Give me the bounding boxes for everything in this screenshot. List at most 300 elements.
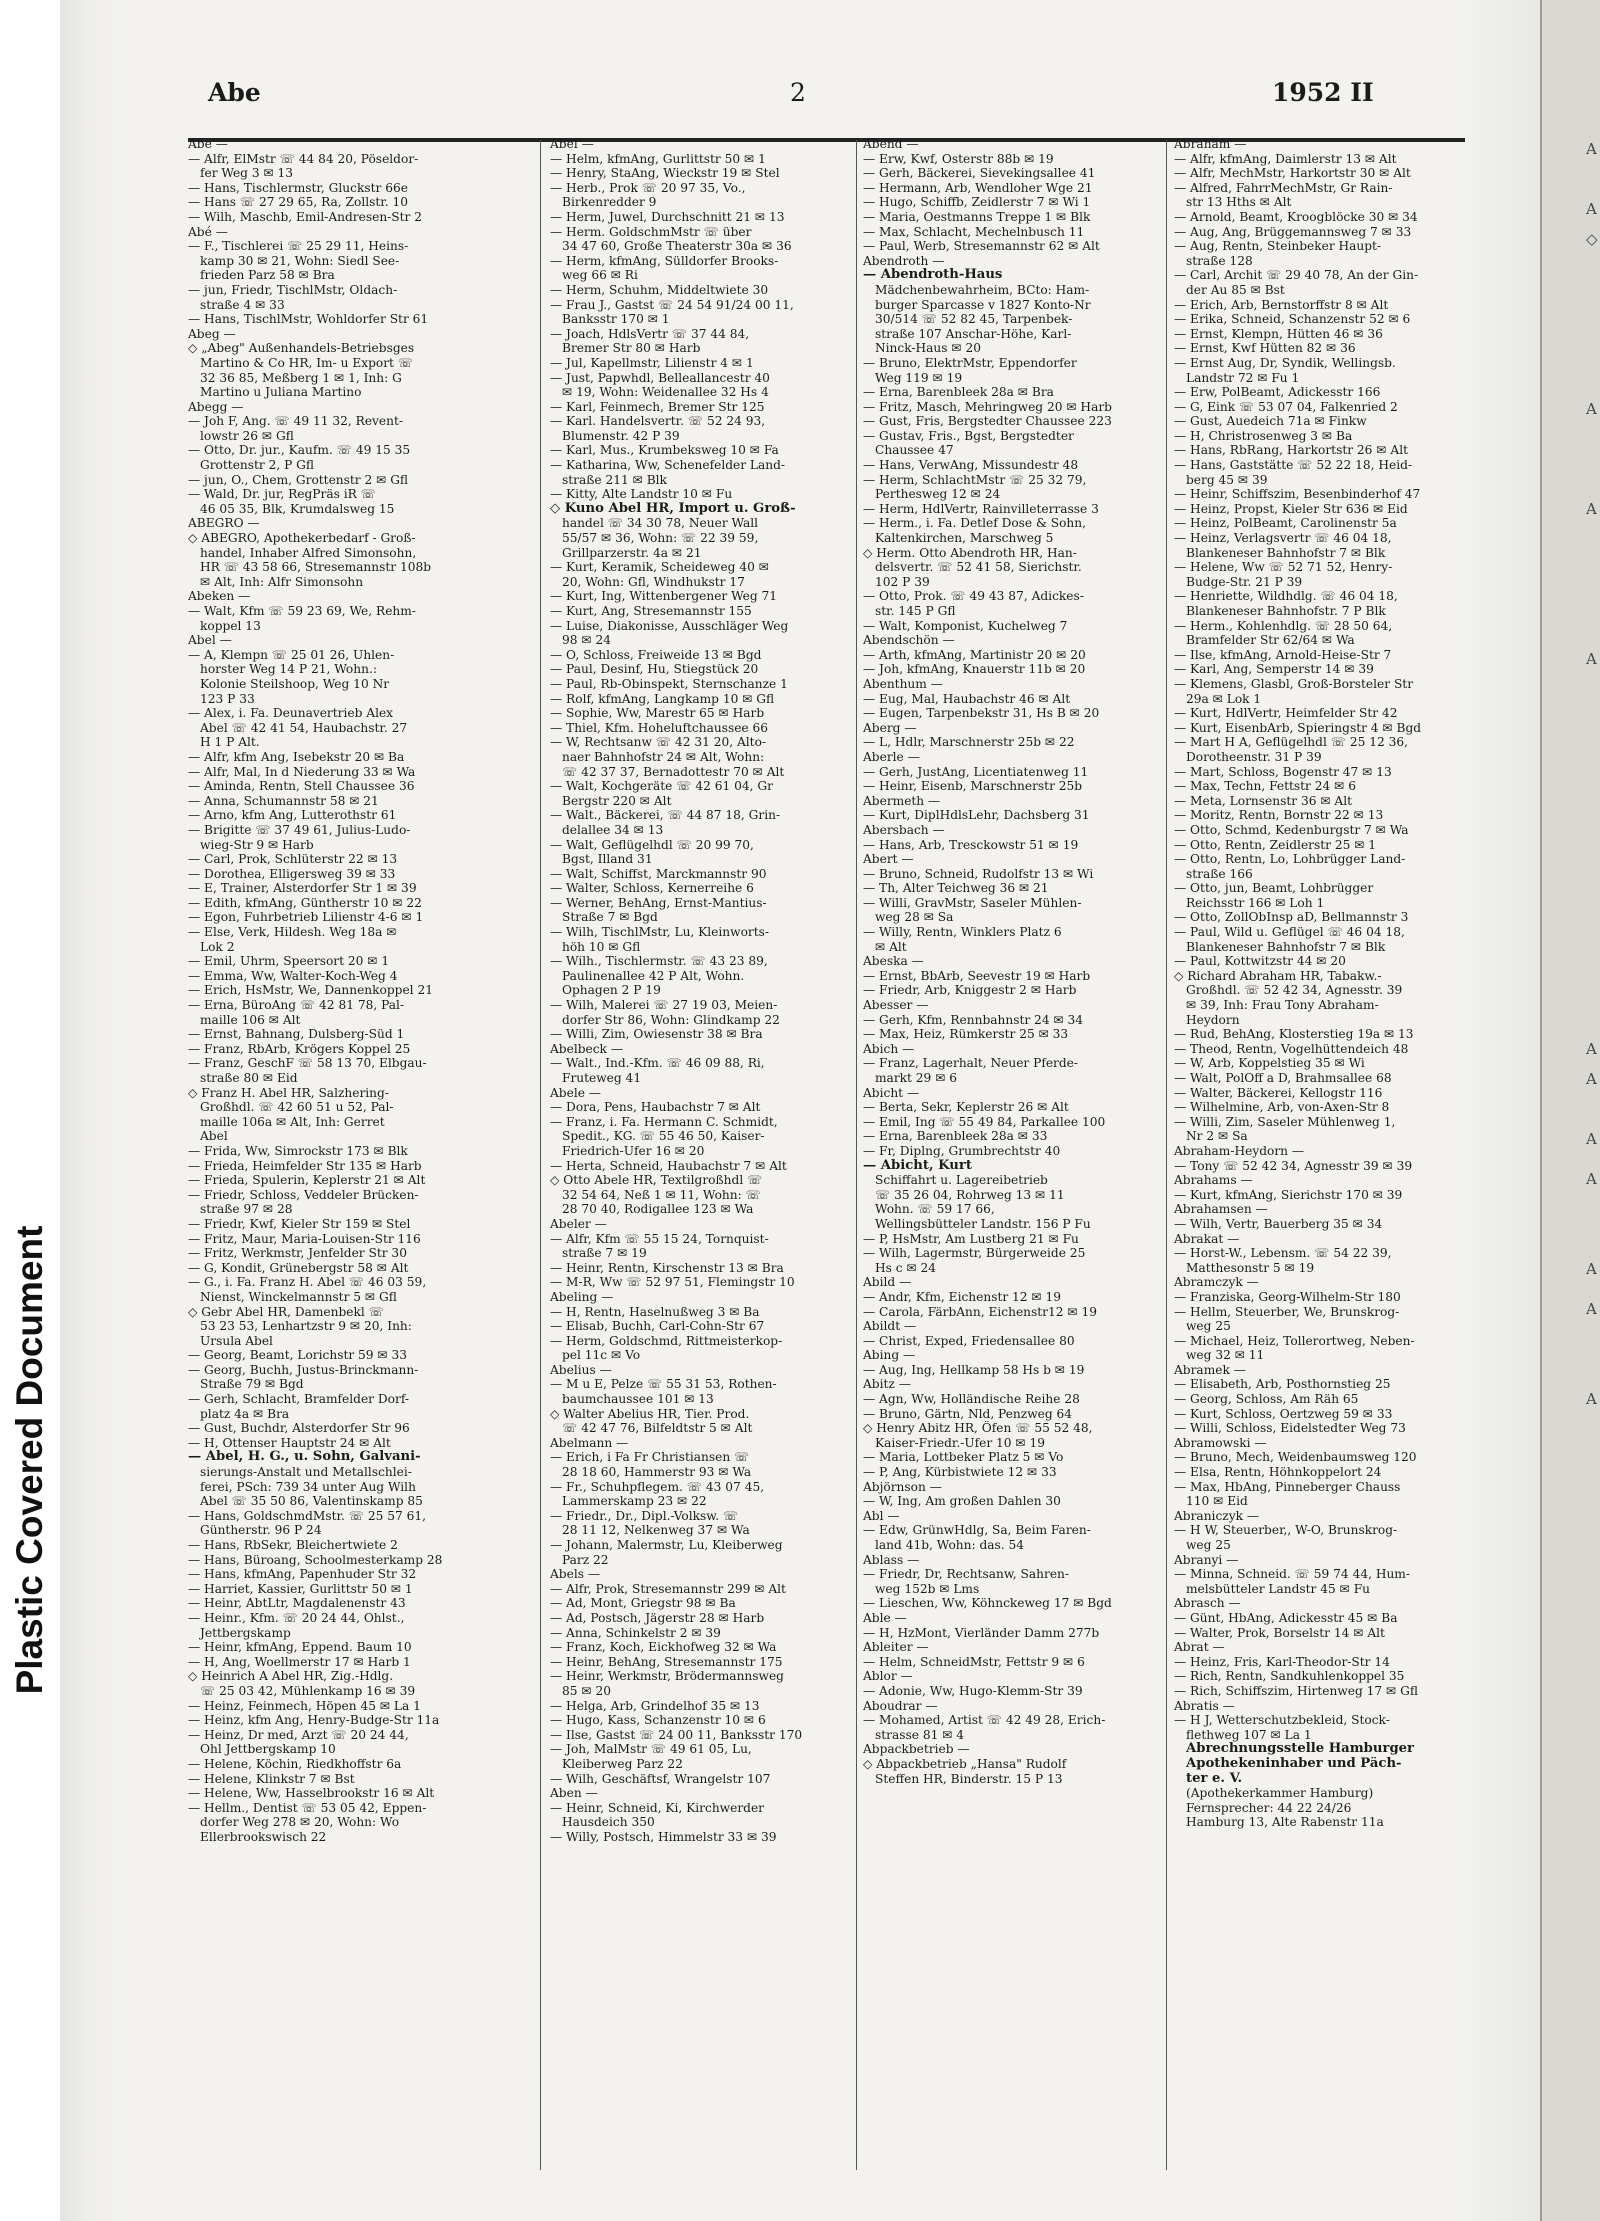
directory-entry-line: — Friedr, Schloss, Veddeler Brücken-: [188, 1187, 419, 1202]
surname-heading: Abitz —: [863, 1377, 911, 1392]
directory-entry-line: — Aug, Rentn, Steinbeker Haupt-: [1174, 239, 1382, 254]
directory-entry-line: straße 107 Anschar-Höhe, Karl-: [875, 326, 1072, 341]
surname-heading: Abeling —: [550, 1289, 614, 1304]
directory-entry-line: — H, Ang, Woellmerstr 17 ✉ Harb 1: [188, 1654, 411, 1669]
directory-entry-line: Straße 79 ✉ Bgd: [200, 1377, 304, 1392]
directory-entry-line: — Gust, Auedeich 71a ✉ Finkw: [1174, 414, 1367, 429]
directory-entry-line: — Heinr, kfmAng, Eppend. Baum 10: [188, 1640, 412, 1655]
directory-entry-line: — Walter, Prok, Borselstr 14 ✉ Alt: [1174, 1625, 1385, 1640]
directory-entry-line: straße 7 ✉ 19: [562, 1246, 647, 1261]
directory-entry-line: Heydorn: [1186, 1012, 1240, 1027]
directory-entry-line: — Ilse, Gastst ☏ 24 00 11, Banksstr 170: [550, 1727, 803, 1742]
text-column-1: [188, 137, 533, 2177]
surname-heading: Abpackbetrieb —: [863, 1742, 970, 1757]
directory-entry-line: Kolonie Steilshoop, Weg 10 Nr: [200, 676, 390, 691]
directory-entry-line: Mädchenbewahrheim, BCto: Ham-: [875, 282, 1090, 297]
directory-entry-line: Abrechnungsstelle Hamburger: [1186, 1742, 1414, 1757]
directory-entry-line: — H, Ottenser Hauptstr 24 ✉ Alt: [188, 1435, 391, 1450]
directory-entry-line: — Willy, Postsch, Himmelstr 33 ✉ 39: [550, 1829, 777, 1844]
directory-entry-line: — Herm, Schuhm, Middeltwiete 30: [550, 282, 769, 297]
directory-entry-line: — Moritz, Rentn, Bornstr 22 ✉ 13: [1174, 808, 1384, 823]
surname-heading: Abicht —: [863, 1085, 920, 1100]
directory-entry-line: (Apothekerkammer Hamburg): [1186, 1786, 1374, 1801]
directory-entry-line: — Alex, i. Fa. Deunavertrieb Alex: [188, 706, 394, 721]
directory-entry-line: ✉ 19, Wohn: Weidenallee 32 Hs 4: [562, 385, 769, 400]
surname-heading: Abermeth —: [863, 793, 941, 808]
directory-entry-line: — Willi, Schloss, Eidelstedter Weg 73: [1174, 1421, 1406, 1436]
directory-entry-line: Blumenstr. 42 P 39: [562, 428, 680, 443]
directory-entry-line: — Edw, GrünwHdlg, Sa, Beim Faren-: [863, 1523, 1091, 1538]
surname-heading: Abels —: [550, 1567, 601, 1582]
directory-entry-line: Güntherstr. 96 P 24: [200, 1523, 322, 1538]
directory-entry-line: — H J, Wetterschutzbekleid, Stock-: [1174, 1713, 1390, 1728]
directory-entry-line: — Walt., Ind.-Kfm. ☏ 46 09 88, Ri,: [550, 1056, 765, 1071]
directory-entry-line: frieden Parz 58 ✉ Bra: [200, 268, 335, 283]
adjacent-page-edge: [1540, 0, 1600, 2221]
directory-entry-line: — Hellm., Dentist ☏ 53 05 42, Eppen-: [188, 1800, 427, 1815]
directory-entry-line: HR ☏ 43 58 66, Stresemannstr 108b: [200, 560, 432, 575]
directory-entry-line: — Johann, Malermstr, Lu, Kleiberweg: [550, 1538, 783, 1552]
directory-entry-line: — Agn, Ww, Holländische Reihe 28: [863, 1392, 1080, 1407]
directory-entry-line: Bergstr 220 ✉ Alt: [562, 793, 672, 808]
directory-entry-line: sierungs-Anstalt und Metallschlei-: [200, 1465, 412, 1480]
directory-entry-line: — F., Tischlerei ☏ 25 29 11, Heins-: [188, 239, 409, 254]
directory-entry-line: — Heinz, Feinmech, Höpen 45 ✉ La 1: [188, 1698, 421, 1713]
directory-entry-line: — Alfr, Mal, In d Niederung 33 ✉ Wa: [188, 764, 416, 779]
directory-entry-line: — P, HsMstr, Am Lustberg 21 ✉ Fu: [863, 1231, 1079, 1246]
directory-entry-line: Hs c ✉ 24: [875, 1260, 937, 1275]
directory-entry-line: — Heinz, Dr med, Arzt ☏ 20 24 44,: [188, 1727, 409, 1742]
surname-heading: Abe —: [188, 137, 228, 151]
directory-entry-line: — Gustav, Fris., Bgst, Bergstedter: [863, 428, 1074, 443]
surname-heading: Abraniczyk —: [1174, 1508, 1260, 1523]
adjacent-page-letter: A: [1586, 650, 1597, 668]
directory-entry-line: — Carl, Prok, Schlüterstr 22 ✉ 13: [188, 852, 398, 867]
directory-entry-line: delallee 34 ✉ 13: [562, 822, 664, 837]
directory-entry-line: maille 106 ✉ Alt: [200, 1012, 301, 1027]
directory-entry-line: — P, Ang, Kürbistwiete 12 ✉ 33: [863, 1465, 1057, 1480]
directory-entry-line: — Otto, Rentn, Zeidlerstr 25 ✉ 1: [1174, 837, 1377, 852]
directory-entry-line: — Erna, Barenbleek 28a ✉ Bra: [863, 385, 1054, 400]
directory-entry-line: str. 145 P Gfl: [875, 604, 956, 618]
directory-entry-line: — Anna, Schinkelstr 2 ✉ 39: [550, 1625, 721, 1640]
directory-entry-line: ◇ Walter Abelius HR, Tier. Prod.: [550, 1406, 750, 1421]
directory-entry-line: Hamburg 13, Alte Rabenstr 11a: [1186, 1815, 1384, 1830]
directory-entry-line: — Walt, Kfm ☏ 59 23 69, We, Rehm-: [188, 604, 416, 618]
directory-entry-line: — Hans, RbRang, Harkortstr 26 ✉ Alt: [1174, 443, 1408, 458]
surname-heading: Abrakat —: [1174, 1231, 1240, 1246]
directory-entry-line: dorfer Str 86, Wohn: Glindkamp 22: [562, 1012, 780, 1027]
column-divider: [540, 140, 541, 2170]
directory-entry-line: — Hans, TischlMstr, Wohldorfer Str 61: [188, 312, 429, 327]
surname-heading: Abert —: [863, 852, 914, 867]
directory-entry-line: — Werner, BehAng, Ernst-Mantius-: [550, 895, 767, 910]
directory-entry-line: — Theod, Rentn, Vogelhüttendeich 48: [1174, 1041, 1409, 1056]
directory-entry-line: — Ad, Postsch, Jägerstr 28 ✉ Harb: [550, 1610, 765, 1625]
directory-entry-line: Wellingsbütteler Landstr. 156 P Fu: [875, 1216, 1091, 1231]
directory-entry-line: Ellerbrookswisch 22: [200, 1829, 327, 1844]
directory-entry-line: — Heinr, Eisenb, Marschnerstr 25b: [863, 779, 1083, 794]
directory-entry-line: — Aug, Ing, Hellkamp 58 Hs b ✉ 19: [863, 1362, 1085, 1377]
directory-entry-line: — Max, HbAng, Pinneberger Chauss: [1174, 1479, 1401, 1494]
directory-entry-line: — Herb., Prok ☏ 20 97 35, Vo.,: [550, 180, 746, 195]
surname-heading: Abrahams —: [1174, 1173, 1253, 1188]
surname-heading: Abraham —: [1174, 137, 1247, 151]
directory-entry-line: Ursula Abel: [200, 1333, 273, 1348]
directory-entry-line: — Walter, Schloss, Kernerreihe 6: [550, 881, 754, 896]
directory-entry-line: — Hans, kfmAng, Papenhuder Str 32: [188, 1567, 417, 1582]
adjacent-page-letter: A: [1586, 1130, 1597, 1148]
directory-entry-line: fer Weg 3 ✉ 13: [200, 166, 294, 181]
directory-entry-line: — Arth, kfmAng, Martinistr 20 ✉ 20: [863, 647, 1086, 662]
directory-entry-line: ✉ Alt: [875, 939, 907, 954]
directory-entry-line: — Henriette, Wildhdlg. ☏ 46 04 18,: [1174, 589, 1398, 604]
directory-entry-line: straße 80 ✉ Eid: [200, 1071, 298, 1085]
directory-entry-line: maille 106a ✉ Alt, Inh: Gerret: [200, 1114, 385, 1129]
directory-entry-line: — Hellm, Steuerber, We, Brunskrog-: [1174, 1304, 1400, 1319]
directory-entry-line: Lammerskamp 23 ✉ 22: [562, 1494, 707, 1509]
directory-entry-line: — Herm, HdlVertr, Rainvilleterrasse 3: [863, 501, 1099, 516]
directory-entry-line: — Wilh, Geschäftsf, Wrangelstr 107: [550, 1771, 771, 1786]
directory-entry-line: — Friedr, Kwf, Kieler Str 159 ✉ Stel: [188, 1216, 411, 1231]
directory-entry-line: — Willi, GravMstr, Saseler Mühlen-: [863, 895, 1082, 910]
directory-entry-line: baumchaussee 101 ✉ 13: [562, 1392, 714, 1407]
directory-entry-line: Großhdl. ☏ 42 60 51 u 52, Pal-: [200, 1100, 394, 1115]
adjacent-page-letter: A: [1586, 1040, 1597, 1058]
directory-entry-line: Kleiberweg Parz 22: [562, 1756, 683, 1771]
directory-entry-line: markt 29 ✉ 6: [875, 1071, 958, 1085]
directory-entry-line: — O, Schloss, Freiweide 13 ✉ Bgd: [550, 647, 762, 662]
directory-entry-line: — Bruno, Schneid, Rudolfstr 13 ✉ Wi: [863, 866, 1094, 881]
directory-entry-line: — Just, Papwhdl, Belleallancestr 40: [550, 370, 770, 385]
directory-entry-line: Abel ☏ 35 50 86, Valentinskamp 85: [200, 1494, 423, 1509]
directory-entry-line: — Franziska, Georg-Wilhelm-Str 180: [1174, 1289, 1401, 1304]
directory-entry-line: ◇ Kuno Abel HR, Import u. Groß-: [550, 501, 796, 516]
directory-entry-line: 55/57 ✉ 36, Wohn: ☏ 22 39 59,: [562, 531, 759, 546]
directory-entry-line: — Wilh, Lagermstr, Bürgerweide 25: [863, 1246, 1086, 1261]
surname-heading: Abramczyk —: [1174, 1275, 1259, 1290]
directory-entry-line: — Wilh, TischlMstr, Lu, Kleinworts-: [550, 925, 770, 940]
directory-entry-line: — Aug, Ang, Brüggemannsweg 7 ✉ 33: [1174, 224, 1412, 239]
directory-entry-line: — Max, Schlacht, Mechelnbusch 11: [863, 224, 1085, 239]
directory-entry-line: Bgst, Illand 31: [562, 852, 653, 867]
directory-entry-line: ◇ ABEGRO, Apothekerbedarf - Groß-: [188, 531, 416, 546]
directory-entry-line: Paulinenallee 42 P Alt, Wohn.: [562, 968, 745, 983]
directory-entry-line: — Frieda, Spulerin, Keplerstr 21 ✉ Alt: [188, 1173, 426, 1188]
directory-entry-line: Blankeneser Bahnhofstr 7 ✉ Blk: [1186, 545, 1386, 560]
directory-entry-line: — Paul, Wild u. Geflügel ☏ 46 04 18,: [1174, 925, 1405, 940]
directory-entry-line: — Alfred, FahrrMechMstr, Gr Rain-: [1174, 180, 1393, 195]
directory-entry-line: ter e. V.: [1186, 1771, 1243, 1786]
directory-entry-line: — Gerh, Kfm, Rennbahnstr 24 ✉ 34: [863, 1012, 1084, 1027]
surname-heading: Abelius —: [550, 1362, 612, 1377]
directory-entry-line: — Max, Heiz, Rümkerstr 25 ✉ 33: [863, 1027, 1069, 1042]
directory-entry-line: strasse 81 ✉ 4: [875, 1727, 965, 1742]
surname-heading: Abelbeck —: [550, 1041, 624, 1056]
surname-heading: Abegg —: [188, 399, 244, 414]
directory-entry-line: berg 45 ✉ 39: [1186, 472, 1268, 487]
directory-entry-line: Grillparzerstr. 4a ✉ 21: [562, 545, 702, 560]
directory-entry-line: 85 ✉ 20: [562, 1683, 611, 1698]
directory-entry-line: — Heinr, AbtLtr, Magdalenenstr 43: [188, 1596, 406, 1611]
directory-entry-line: — Fr, Diplng, Grumbrechtstr 40: [863, 1143, 1061, 1158]
directory-entry-line: weg 28 ✉ Sa: [875, 910, 954, 925]
directory-entry-line: — H, HzMont, Vierländer Damm 277b: [863, 1625, 1100, 1640]
directory-entry-line: — Ernst, BbArb, Seevestr 19 ✉ Harb: [863, 968, 1091, 983]
directory-entry-line: — Elisabeth, Arb, Posthornstieg 25: [1174, 1377, 1391, 1392]
directory-entry-line: Kaiser-Friedr.-Ufer 10 ✉ 19: [875, 1435, 1046, 1450]
directory-entry-line: Parz 22: [562, 1552, 609, 1567]
directory-entry-line: — Walter, Bäckerei, Kellogstr 116: [1174, 1085, 1383, 1100]
directory-entry-line: — Kurt, Schloss, Oertzweg 59 ✉ 33: [1174, 1406, 1393, 1421]
directory-entry-line: — Erich, i Fa Fr Christiansen ☏: [550, 1450, 750, 1465]
surname-heading: Abend —: [863, 137, 919, 151]
directory-entry-line: — Kurt, kfmAng, Sierichstr 170 ✉ 39: [1174, 1187, 1403, 1202]
adjacent-page-letter: A: [1586, 1070, 1597, 1088]
surname-heading: Abeken —: [188, 589, 251, 604]
directory-entry-line: — Maria, Lottbeker Platz 5 ✉ Vo: [863, 1450, 1064, 1465]
directory-entry-line: naer Bahnhofstr 24 ✉ Alt, Wohn:: [562, 749, 765, 764]
directory-entry-line: — Mohamed, Artist ☏ 42 49 28, Erich-: [863, 1713, 1106, 1728]
directory-entry-line: — Ernst, Klempn, Hütten 46 ✉ 36: [1174, 326, 1383, 341]
directory-entry-line: — Willi, Zim, Saseler Mühlenweg 1,: [1174, 1114, 1396, 1129]
directory-entry-line: — Wilh, Malerei ☏ 27 19 03, Meien-: [550, 998, 778, 1013]
directory-entry-line: Budge-Str. 21 P 39: [1186, 574, 1303, 589]
directory-entry-line: — Frida, Ww, Simrockstr 173 ✉ Blk: [188, 1143, 408, 1158]
directory-entry-line: — Joh F, Ang. ☏ 49 11 32, Revent-: [188, 414, 403, 429]
directory-entry-line: — L, Hdlr, Marschnerstr 25b ✉ 22: [863, 735, 1075, 750]
surname-heading: Ableiter —: [863, 1640, 929, 1655]
directory-entry-line: Apothekeninhaber und Päch-: [1186, 1756, 1402, 1771]
directory-entry-line: — W, Ing, Am großen Dahlen 30: [863, 1494, 1061, 1509]
directory-entry-line: — Heinr, Rentn, Kirschenstr 13 ✉ Bra: [550, 1260, 784, 1275]
directory-entry-line: — Rud, BehAng, Klosterstieg 19a ✉ 13: [1174, 1027, 1414, 1042]
directory-entry-line: — Erw, Kwf, Osterstr 88b ✉ 19: [863, 151, 1054, 166]
directory-entry-line: Ohl Jettbergskamp 10: [200, 1742, 336, 1757]
surname-heading: Aberle —: [863, 749, 920, 764]
directory-entry-line: — Katharina, Ww, Schenefelder Land-: [550, 458, 786, 473]
surname-heading: Abranyi —: [1174, 1552, 1239, 1567]
directory-entry-line: — Willy, Rentn, Winklers Platz 6: [863, 925, 1062, 940]
directory-entry-line: handel ☏ 34 30 78, Neuer Wall: [562, 516, 759, 531]
directory-entry-line: — W, Arb, Koppelstieg 35 ✉ Wi: [1174, 1056, 1365, 1071]
directory-entry-line: ◇ Otto Abele HR, Textilgroßhdl ☏: [550, 1173, 763, 1188]
directory-entry-line: — Helga, Arb, Grindelhof 35 ✉ 13: [550, 1698, 760, 1713]
directory-entry-line: — Otto, Rentn, Lo, Lohbrügger Land-: [1174, 852, 1406, 867]
directory-entry-line: — W, Rechtsanw ☏ 42 31 20, Alto-: [550, 735, 767, 750]
directory-entry-line: Fruteweg 41: [562, 1071, 642, 1085]
surname-heading: Abersbach —: [863, 822, 945, 837]
directory-entry-line: Jettbergskamp: [200, 1625, 291, 1640]
directory-entry-line: 34 47 60, Große Theaterstr 30a ✉ 36: [562, 239, 792, 254]
surname-heading: Abesser —: [863, 998, 929, 1013]
directory-entry-line: Nr 2 ✉ Sa: [1186, 1129, 1248, 1144]
directory-entry-line: — Joh, MalMstr ☏ 49 61 05, Lu,: [550, 1742, 752, 1757]
directory-entry-line: — Abendroth-Haus: [863, 268, 1003, 283]
directory-entry-line: — Hans, Gaststätte ☏ 52 22 18, Heid-: [1174, 458, 1413, 473]
directory-entry-line: melsbütteler Landstr 45 ✉ Fu: [1186, 1581, 1371, 1596]
directory-entry-line: — Erich, Arb, Bernstorffstr 8 ✉ Alt: [1174, 297, 1389, 312]
directory-entry-line: — Otto, Dr. jur., Kaufm. ☏ 49 15 35: [188, 443, 411, 458]
adjacent-page-letter: A: [1586, 500, 1597, 518]
directory-entry-line: Blankeneser Bahnhofstr. 7 P Blk: [1186, 604, 1386, 618]
directory-entry-line: — Jul, Kapellmstr, Lilienstr 4 ✉ 1: [550, 355, 754, 370]
directory-entry-line: — Herm., i. Fa. Detlef Dose & Sohn,: [863, 516, 1087, 531]
surname-heading: Abramek —: [1174, 1362, 1246, 1377]
directory-entry-line: — Kitty, Alte Landstr 10 ✉ Fu: [550, 487, 733, 502]
directory-entry-line: — Carola, FärbAnn, Eichenstr12 ✉ 19: [863, 1304, 1097, 1319]
directory-entry-line: weg 66 ✉ Ri: [562, 268, 638, 283]
directory-entry-line: — Kurt, Keramik, Scheideweg 40 ✉: [550, 560, 769, 575]
directory-entry-line: — Bruno, Mech, Weidenbaumsweg 120: [1174, 1450, 1417, 1465]
directory-entry-line: — Erw, PolBeamt, Adickesstr 166: [1174, 385, 1381, 400]
column-divider: [856, 140, 857, 2170]
directory-entry-line: — Franz, i. Fa. Hermann C. Schmidt,: [550, 1114, 778, 1129]
surname-heading: Able —: [863, 1610, 907, 1625]
directory-entry-line: — Wilh., Tischlermstr. ☏ 43 23 89,: [550, 954, 768, 969]
directory-entry-line: — Heinr, Schiffszim, Besenbinderhof 47: [1174, 487, 1421, 502]
adjacent-page-letter: A: [1586, 140, 1597, 158]
directory-entry-line: str 13 Hths ✉ Alt: [1186, 195, 1292, 210]
directory-entry-line: — Friedr, Arb, Kniggestr 2 ✉ Harb: [863, 983, 1077, 998]
directory-entry-line: — G, Kondit, Grünebergstr 58 ✉ Alt: [188, 1260, 409, 1275]
directory-entry-line: — Herm. GoldschmMstr ☏ über: [550, 224, 752, 239]
directory-entry-line: Reichsstr 166 ✉ Loh 1: [1186, 895, 1325, 910]
directory-entry-line: ferei, PSch: 739 34 unter Aug Wilh: [200, 1479, 416, 1494]
directory-entry-line: — Frau J., Gastst ☏ 24 54 91/24 00 11,: [550, 297, 794, 312]
directory-entry-line: Hausdeich 350: [562, 1815, 655, 1830]
directory-entry-line: — M u E, Pelze ☏ 55 31 53, Rothen-: [550, 1377, 777, 1392]
directory-entry-line: — Wilhelmine, Arb, von-Axen-Str 8: [1174, 1100, 1390, 1115]
directory-entry-line: — Heinz, Fris, Karl-Theodor-Str 14: [1174, 1654, 1390, 1669]
directory-entry-line: — Fritz, Werkmstr, Jenfelder Str 30: [188, 1246, 407, 1261]
directory-entry-line: — Walt, Geflügelhdl ☏ 20 99 70,: [550, 837, 754, 852]
directory-entry-line: — Heinr, Schneid, Ki, Kirchwerder: [550, 1800, 764, 1815]
directory-entry-line: — Kurt, EisenbArb, Spieringstr 4 ✉ Bgd: [1174, 720, 1422, 735]
directory-entry-line: Chaussee 47: [875, 443, 954, 458]
directory-entry-line: — Paul, Kottwitzstr 44 ✉ 20: [1174, 954, 1346, 969]
directory-entry-line: 28 11 12, Nelkenweg 37 ✉ Wa: [562, 1523, 750, 1538]
directory-entry-line: — Franz, GeschF ☏ 58 13 70, Elbgau-: [188, 1056, 427, 1071]
surname-heading: Abramowski —: [1174, 1435, 1267, 1450]
directory-entry-line: — Hans, VerwAng, Missundestr 48: [863, 458, 1079, 473]
directory-entry-line: — Tony ☏ 52 42 34, Agnesstr 39 ✉ 39: [1174, 1158, 1413, 1173]
directory-entry-line: — Ernst Aug, Dr, Syndik, Wellingsb.: [1174, 355, 1396, 370]
surname-heading: Abele —: [550, 1085, 601, 1100]
directory-entry-line: ◇ Henry Abitz HR, Öfen ☏ 55 52 48,: [863, 1421, 1093, 1436]
directory-entry-line: — Else, Verk, Hildesh. Weg 18a ✉: [188, 925, 397, 940]
directory-entry-line: 102 P 39: [875, 574, 930, 589]
directory-entry-line: — Abel, H. G., u. Sohn, Galvani-: [188, 1450, 421, 1465]
directory-entry-line: — Emil, Uhrm, Speersort 20 ✉ 1: [188, 954, 390, 969]
sidebar-strip: [0, 0, 60, 2221]
directory-entry-line: Martino u Juliana Martino: [200, 385, 362, 400]
directory-entry-line: — Herm, Goldschmd, Rittmeisterkop-: [550, 1333, 783, 1348]
directory-entry-line: Blankeneser Bahnhofstr 7 ✉ Blk: [1186, 939, 1386, 954]
adjacent-page-letter: ◇: [1586, 230, 1598, 248]
adjacent-page-letter: A: [1586, 200, 1597, 218]
directory-entry-line: höh 10 ✉ Gfl: [562, 939, 641, 954]
directory-entry-line: — Adonie, Ww, Hugo-Klemm-Str 39: [863, 1683, 1083, 1698]
directory-entry-line: — Alfr, MechMstr, Harkortstr 30 ✉ Alt: [1174, 166, 1411, 181]
directory-entry-line: — Franz, Koch, Eickhofweg 32 ✉ Wa: [550, 1640, 777, 1655]
directory-entry-line: — Helm, kfmAng, Gurlittstr 50 ✉ 1: [550, 151, 766, 166]
surname-heading: Abelmann —: [550, 1435, 629, 1450]
directory-entry-line: lowstr 26 ✉ Gfl: [200, 428, 294, 443]
directory-entry-line: — Otto, Schmd, Kedenburgstr 7 ✉ Wa: [1174, 822, 1409, 837]
directory-entry-line: — Kurt, HdlVertr, Heimfelder Str 42: [1174, 706, 1398, 721]
directory-entry-line: straße 4 ✉ 33: [200, 297, 285, 312]
directory-entry-line: — Bruno, ElektrMstr, Eppendorfer: [863, 355, 1077, 370]
directory-entry-line: — Franz, Lagerhalt, Neuer Pferde-: [863, 1056, 1079, 1071]
column-divider: [1166, 140, 1167, 2170]
directory-entry-line: — Kurt, Ang, Stresemannstr 155: [550, 604, 752, 618]
surname-heading: Aberg —: [863, 720, 917, 735]
text-column-3: [863, 137, 1161, 2177]
directory-entry-line: straße 128: [1186, 253, 1253, 268]
header-year-volume: 1952 II: [1272, 78, 1374, 107]
directory-entry-line: — Elisab, Buchh, Carl-Cohn-Str 67: [550, 1319, 765, 1334]
directory-entry-line: — Herm, SchlachtMstr ☏ 25 32 79,: [863, 472, 1087, 487]
directory-entry-line: Landstr 72 ✉ Fu 1: [1186, 370, 1300, 385]
surname-heading: Abjörnson —: [863, 1479, 942, 1494]
directory-entry-line: — Ad, Mont, Griegstr 98 ✉ Ba: [550, 1596, 736, 1611]
directory-entry-line: Lok 2: [200, 939, 235, 954]
directory-entry-line: — G, Eink ☏ 53 07 04, Falkenried 2: [1174, 399, 1398, 414]
directory-entry-line: — Günt, HbAng, Adickesstr 45 ✉ Ba: [1174, 1610, 1398, 1625]
directory-entry-line: 53 23 53, Lenhartzstr 9 ✉ 20, Inh:: [200, 1319, 412, 1334]
directory-entry-line: — Hugo, Schiffb, Zeidlerstr 7 ✉ Wi 1: [863, 195, 1091, 210]
directory-entry-line: Kaltenkirchen, Marschweg 5: [875, 531, 1054, 546]
directory-entry-line: ◇ Abpackbetrieb „Hansa" Rudolf: [863, 1756, 1067, 1771]
directory-entry-line: — Gerh, Bäckerei, Sievekingsallee 41: [863, 166, 1096, 181]
surname-heading: Abendroth —: [863, 253, 945, 268]
directory-entry-line: — Friedr., Dr., Dipl.-Volksw. ☏: [550, 1508, 739, 1523]
directory-entry-line: — Alfr, kfm Ang, Isebekstr 20 ✉ Ba: [188, 749, 405, 764]
surname-heading: Ablass —: [863, 1552, 920, 1567]
directory-entry-line: — Meta, Lornsenstr 36 ✉ Alt: [1174, 793, 1353, 808]
directory-entry-line: Schiffahrt u. Lagereibetrieb: [875, 1173, 1048, 1188]
directory-entry-line: — Ernst, Kwf Hütten 82 ✉ 36: [1174, 341, 1356, 356]
directory-entry-line: kamp 30 ✉ 21, Wohn: Siedl See-: [200, 253, 400, 268]
directory-entry-line: — G., i. Fa. Franz H. Abel ☏ 46 03 59,: [188, 1275, 427, 1290]
directory-entry-line: horster Weg 14 P 21, Wohn.:: [200, 662, 377, 677]
directory-entry-line: — Otto, ZollObInsp aD, Bellmannstr 3: [1174, 910, 1409, 925]
directory-entry-line: — Walt, PolOff a D, Brahmsallee 68: [1174, 1071, 1392, 1085]
page-number: 2: [790, 78, 806, 107]
directory-entry-line: — Frieda, Heimfelder Str 135 ✉ Harb: [188, 1158, 422, 1173]
plastic-covered-label: Plastic Covered Document: [9, 1225, 50, 1695]
directory-entry-line: Abel ☏ 42 41 54, Haubachstr. 27: [200, 720, 408, 735]
directory-entry-line: pel 11c ✉ Vo: [562, 1348, 641, 1363]
directory-entry-line: — Luise, Diakonisse, Ausschläger Weg: [550, 618, 789, 633]
surname-heading: Abendschön —: [863, 633, 955, 648]
directory-entry-line: 98 ✉ 24: [562, 633, 611, 648]
directory-entry-line: — Horst-W., Lebensm. ☏ 54 22 39,: [1174, 1246, 1392, 1261]
directory-entry-line: — Joh, kfmAng, Knauerstr 11b ✉ 20: [863, 662, 1086, 677]
directory-entry-line: — M-R, Ww ☏ 52 97 51, Flemingstr 10: [550, 1275, 795, 1290]
directory-entry-line: — Andr, Kfm, Eichenstr 12 ✉ 19: [863, 1289, 1062, 1304]
surname-heading: Abrasch —: [1174, 1596, 1241, 1611]
page-header: [60, 78, 1540, 118]
surname-heading: Aboudrar —: [863, 1698, 938, 1713]
adjacent-page-letter: A: [1586, 1260, 1597, 1278]
directory-entry-line: — Berta, Sekr, Keplerstr 26 ✉ Alt: [863, 1100, 1069, 1115]
directory-entry-line: — Kurt, DiplHdlsLehr, Dachsberg 31: [863, 808, 1090, 823]
directory-entry-line: — Alfr, Kfm ☏ 55 15 24, Tornquist-: [550, 1231, 769, 1246]
directory-entry-line: — Otto, jun, Beamt, Lohbrügger: [1174, 881, 1374, 896]
surname-heading: Abel —: [188, 633, 232, 648]
